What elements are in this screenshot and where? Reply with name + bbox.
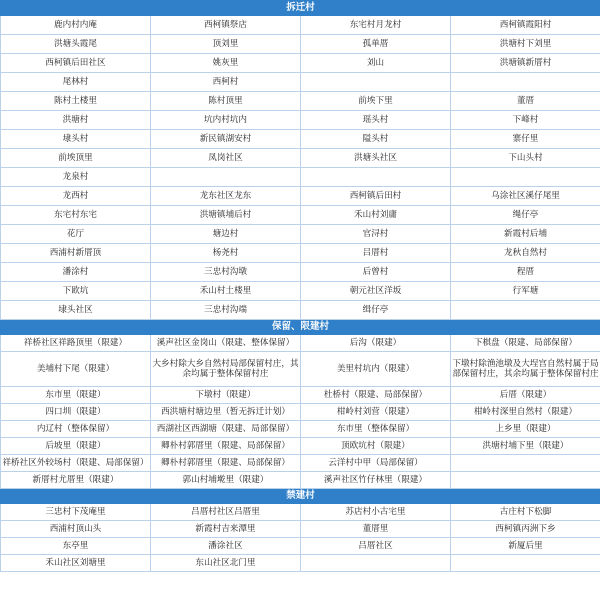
table-cell: 祥桥社区祥路顶里（限建）: [1, 335, 151, 352]
table-row: [1, 404, 600, 421]
table-cell: 三忠村沟墩: [151, 263, 301, 282]
table-cell: 洪塘村下刘里: [451, 35, 600, 54]
table-cell: 下欧坑: [1, 282, 151, 301]
table-cell: 前埃顶里: [1, 149, 151, 168]
table-cell: 东亭里: [1, 538, 151, 555]
table-cell: 顶刘里: [151, 35, 301, 54]
table-row: [1, 504, 600, 521]
table-cell: 埭头社区: [1, 301, 151, 320]
table-row: [1, 352, 600, 387]
table-row: [1, 35, 600, 54]
table-cell: 上乡里（限建）: [451, 421, 600, 438]
table-row: [1, 282, 600, 301]
section-header: [1, 320, 600, 335]
table-row: [1, 149, 600, 168]
table-cell: 杨尧村: [151, 244, 301, 263]
table-cell: 乌涂社区溪仔尾里: [451, 187, 600, 206]
table-cell: 下墩村除渔池墩及大埕宫自然村属于局部保留村庄，其余均属于整体保留村庄: [451, 352, 600, 387]
table-row: [1, 111, 600, 130]
table-cell: 新霞村吉来潭里: [151, 521, 301, 538]
table-cell: 东山社区北门里: [151, 555, 301, 572]
table-cell: 后厝（限建）: [451, 387, 600, 404]
table-cell: 新厦后里: [451, 538, 600, 555]
table-cell: [451, 301, 600, 320]
table-cell: 下峰村: [451, 111, 600, 130]
table-cell: 洪塘村埔下里（限建）: [451, 438, 600, 455]
table-cell: 西柯镇祭店: [151, 16, 301, 35]
table-row: [1, 73, 600, 92]
table-cell: 朝元社区洋坂: [301, 282, 451, 301]
table-cell: 龙西村: [1, 187, 151, 206]
table-cell: 缉仔亭: [301, 301, 451, 320]
table-cell: 西柯村: [151, 73, 301, 92]
table-row: [1, 455, 600, 472]
table-cell: 杜桥村（限建、局部保留）: [301, 387, 451, 404]
section-title: 禁建村: [1, 489, 600, 504]
table-row: [1, 538, 600, 555]
table-cell: 洪塘头霞尾: [1, 35, 151, 54]
table-cell: 吕厝村: [301, 244, 451, 263]
table-cell: 龙泉村: [1, 168, 151, 187]
table-cell: 后坡里（限建）: [1, 438, 151, 455]
table-cell: 溪声社区竹仔林里（限建）: [301, 472, 451, 489]
table-cell: 苏店村小古宅里: [301, 504, 451, 521]
table-row: [1, 244, 600, 263]
table-cell: 前埃下里: [301, 92, 451, 111]
table-cell: 董厝: [451, 92, 600, 111]
table-cell: 鹿内村内庵: [1, 16, 151, 35]
table-cell: 西柯镇后田社区: [1, 54, 151, 73]
table-row: [1, 301, 600, 320]
table-row: [1, 130, 600, 149]
table-row: [1, 335, 600, 352]
table-cell: 西浦村顶山头: [1, 521, 151, 538]
table-cell: [451, 455, 600, 472]
section-header: [1, 1, 600, 16]
table-cell: [301, 168, 451, 187]
table-cell: 吕厝村社区吕厝里: [151, 504, 301, 521]
table-row: [1, 225, 600, 244]
table-cell: 姚灰里: [151, 54, 301, 73]
section-title: 拆迁村: [1, 1, 600, 16]
table-cell: 塘边村: [151, 225, 301, 244]
table-cell: 程厝: [451, 263, 600, 282]
table-cell: 下山头村: [451, 149, 600, 168]
table-cell: 下墩村（限建）: [151, 387, 301, 404]
table-cell: [151, 168, 301, 187]
table-cell: 尾林村: [1, 73, 151, 92]
table-cell: 龙秋自然村: [451, 244, 600, 263]
table-cell: 西柯镇霞阳村: [451, 16, 600, 35]
table-cell: 东市里（限建）: [1, 387, 151, 404]
table-cell: 东宅村月龙村: [301, 16, 451, 35]
table-row: [1, 168, 600, 187]
table-cell: 卿朴村郭厝里（限建、局部保留）: [151, 438, 301, 455]
table-cell: 东市里（整体保留）: [301, 421, 451, 438]
table-cell: 刘山: [301, 54, 451, 73]
table-cell: 四口圳（限建）: [1, 404, 151, 421]
table-cell: 新霞村后埔: [451, 225, 600, 244]
table-cell: [451, 168, 600, 187]
table-row: [1, 555, 600, 572]
table-cell: 洪塘村: [1, 111, 151, 130]
table-cell: 东宅村东宅: [1, 206, 151, 225]
table-cell: 官浔村: [301, 225, 451, 244]
section-title: 保留、限建村: [1, 320, 600, 335]
table-cell: 柑岭村深里自然村（限建）: [451, 404, 600, 421]
table-row: [1, 421, 600, 438]
table-cell: [451, 73, 600, 92]
table-cell: [451, 555, 600, 572]
table-row: [1, 438, 600, 455]
table-cell: 龙东社区龙东: [151, 187, 301, 206]
table-cell: 潘涂村: [1, 263, 151, 282]
table-cell: 美埔村下尾（限建）: [1, 352, 151, 387]
table-cell: 西柯镇后田村: [301, 187, 451, 206]
table-cell: 寨仔里: [451, 130, 600, 149]
table-row: [1, 472, 600, 489]
table-row: [1, 92, 600, 111]
table-row: [1, 521, 600, 538]
table-cell: 行军塘: [451, 282, 600, 301]
table-cell: [301, 555, 451, 572]
table-cell: [301, 73, 451, 92]
table-cell: 陈村土楼里: [1, 92, 151, 111]
table-cell: 后沟（限建）: [301, 335, 451, 352]
table-cell: 花厅: [1, 225, 151, 244]
table-row: [1, 187, 600, 206]
table-cell: 董厝里: [301, 521, 451, 538]
table-cell: 三忠村沟端: [151, 301, 301, 320]
table-cell: 坑内村坑内: [151, 111, 301, 130]
table-cell: 古庄村下松脚: [451, 504, 600, 521]
table-cell: 西浦村新厝顶: [1, 244, 151, 263]
table-cell: 绳仔亭: [451, 206, 600, 225]
table-cell: 埭头村: [1, 130, 151, 149]
table-cell: 柑岭村刘营（限建）: [301, 404, 451, 421]
table-cell: 美里村坑内（限建）: [301, 352, 451, 387]
table-cell: 孤单厝: [301, 35, 451, 54]
table-cell: 洪塘镇埔后村: [151, 206, 301, 225]
table-cell: 洪塘镇新厝村: [451, 54, 600, 73]
table-cell: 三忠村下茂庵里: [1, 504, 151, 521]
table-cell: 禾山社区刘塘里: [1, 555, 151, 572]
table-row: [1, 263, 600, 282]
table-row: [1, 387, 600, 404]
table-cell: 内辽村（整体保留）: [1, 421, 151, 438]
table-cell: 西柯镇丙洲下乡: [451, 521, 600, 538]
table-cell: 吕厝社区: [301, 538, 451, 555]
table-cell: 后曾村: [301, 263, 451, 282]
table-cell: 郭山村埔墘里（限建）: [151, 472, 301, 489]
section-header: [1, 489, 600, 504]
table-cell: 西洪塘村塘边里（暂无拆迁计划）: [151, 404, 301, 421]
table-cell: 潘涂社区: [151, 538, 301, 555]
table-cell: 瑶头村: [301, 111, 451, 130]
table-cell: 溪声社区金岗山（限建、整体保留）: [151, 335, 301, 352]
table-cell: 凤岗社区: [151, 149, 301, 168]
table-cell: 下棋盘（限建、局部保留）: [451, 335, 600, 352]
table-cell: 卿朴村郭厝里（限建、局部保留）: [151, 455, 301, 472]
table-cell: 云洋村中甲（局部保留）: [301, 455, 451, 472]
table-cell: 洪塘头社区: [301, 149, 451, 168]
table-row: [1, 16, 600, 35]
table-cell: 隘头村: [301, 130, 451, 149]
table-cell: 新厝村尤厝里（限建）: [1, 472, 151, 489]
table-cell: 禾山村土楼里: [151, 282, 301, 301]
table-cell: 禾山村刘庸: [301, 206, 451, 225]
table-cell: 西湖社区西湖塘（限建、局部保留）: [151, 421, 301, 438]
table-cell: [451, 472, 600, 489]
table-row: [1, 206, 600, 225]
table-cell: 大乡村除大乡自然村局部保留村庄，其余均属于整体保留村庄: [151, 352, 301, 387]
table-cell: 新民镇湖安村: [151, 130, 301, 149]
table-cell: 顶欧坑村（限建）: [301, 438, 451, 455]
table-row: [1, 54, 600, 73]
table-cell: 陈村顶里: [151, 92, 301, 111]
table-cell: 祥桥社区外较场村（限建、局部保留）: [1, 455, 151, 472]
